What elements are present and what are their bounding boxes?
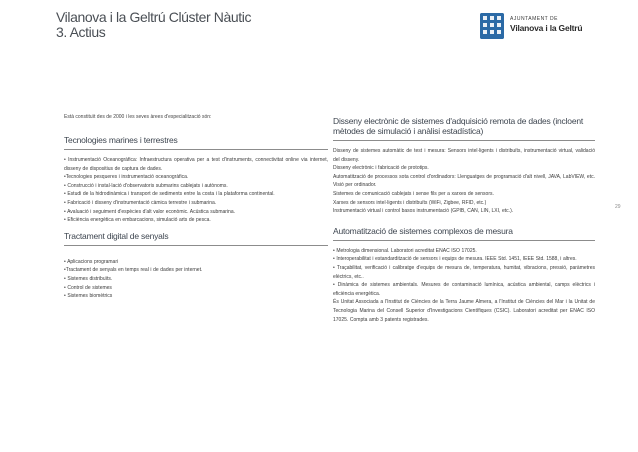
document-title bbox=[56, 10, 251, 40]
paragraph: • Interoperabilitat i estandardització de sensors i equips de mesura. IEEE Std. 1451, IEEE Std. 1588, i altres. bbox=[333, 256, 577, 263]
paragraph: • Avaluació i seguiment d'espècies d'alt valor econòmic. Acústica submarina. bbox=[64, 208, 236, 215]
paragraph: • Sistemes distribuïts. bbox=[64, 275, 113, 282]
section-heading-marine-tech: Tecnologies marines i terrestres bbox=[64, 135, 178, 145]
right-column bbox=[333, 116, 595, 324]
paragraph: • Metrologia dimensional. Laboratori acreditat ENAC ISO 17025. bbox=[333, 247, 477, 254]
left-column bbox=[64, 114, 328, 301]
logo-small-text: AJUNTAMENT DE bbox=[510, 16, 558, 22]
page-number: 29 bbox=[615, 204, 621, 210]
section-divider bbox=[64, 245, 328, 246]
paragraph: Disseny electrònic i fabricació de prototips. bbox=[333, 165, 429, 172]
paragraph: • Fabricació i disseny d'instrumentació càmica terrestre i submarina. bbox=[64, 199, 217, 206]
paragraph: • Dinàmica de sistemes ambientals. Mesures de contaminació lumínica, acústica ambiental, camps elèctrics i eficiència energètica. bbox=[333, 282, 595, 297]
section-divider bbox=[333, 140, 595, 141]
paragraph: Disseny de sistemes automàtic de test i mesura: Sensors intel·ligents i distribuïts, instrumentació virtual, validació del disseny. bbox=[333, 148, 595, 163]
logo-big-text: Vilanova i la Geltrú bbox=[510, 23, 583, 33]
intro-text: Està constituït des de 2000 i les seves àrees d'especialització són: bbox=[64, 114, 212, 120]
title-line-1: Vilanova i la Geltrú Clúster Nàutic bbox=[56, 9, 252, 25]
paragraph: • Aplicacions programari bbox=[64, 258, 119, 265]
paragraph: • Instrumentació Oceanogràfica: Infraestructura operativa per a test d'instruments, connectivitat online via internet, disseny de dispositius de captura de dades. bbox=[64, 157, 328, 172]
paragraph: •Tecnologies pesqueres i instrumentació oceanogràfica. bbox=[64, 174, 189, 181]
title-line-2: 3. Actius bbox=[56, 24, 106, 40]
paragraph: • Estudi de la hidrodinàmica i transport de sediments entre la costa i la plataforma continental. bbox=[64, 191, 275, 198]
section-heading-electronic-design: Disseny electrònic de sistemes d'adquisició remota de dades (incloent mètodes de simulació i anàlisi estadística) bbox=[333, 116, 584, 136]
section-divider bbox=[333, 240, 595, 241]
paragraph: Instrumentació virtual i control basos instrumentació (GPIB, CAN, LIN, LXI, etc.). bbox=[333, 208, 514, 215]
ajuntament-logo bbox=[480, 10, 600, 40]
section-divider bbox=[64, 149, 328, 150]
section-heading-signal-processing: Tractament digital de senyals bbox=[64, 230, 169, 241]
paragraph: • Sistemes biomètrics bbox=[64, 293, 113, 300]
paragraph: • Eficiència energètica en embarcacions, simulació arts de pesca. bbox=[64, 217, 211, 224]
municipal-shield-icon bbox=[480, 13, 504, 39]
paragraph: Xarxes de sensors intel·ligents i distribuïts (WiFi, Zigbee, RFID, etc.) bbox=[333, 199, 487, 206]
paragraph: • Construcció i instal·lació d'observatoris submarins cablejats i autònoms. bbox=[64, 182, 228, 189]
paragraph: Sistemes de comunicació cablejats i sense fils per a xarxes de sensors. bbox=[333, 190, 494, 197]
section-heading-measurement-automation: Automatització de sistemes complexos de mesura bbox=[333, 225, 513, 236]
paragraph: Automatització de processos sota control d'ordinadors: Llenguatges de programació d'alt nivell, JAVA, LabVIEW, etc. Visió per ordinador. bbox=[333, 173, 595, 189]
paragraph: •Tractament de senyals en temps real i de dades per internet. bbox=[64, 267, 203, 274]
paragraph: És Unitat Associada a l'Institut de Ciències de la Terra Jaume Almera, a l'Institut de Ciències del Mar i la Unitat de Tecnologia Marina del Consell Superior d'Investigacions Científiques (CSIC). Laboratori acreditat per ENAC ISO 17025. Compta amb 3 patents registrades. bbox=[333, 299, 595, 323]
paragraph: • Traçabilitat, verificació i calibratge d'equips de mesura de, temperatura, humitat, vibracions, pressió, paràmetres elèctrics, etc.. bbox=[333, 264, 595, 280]
paragraph: • Control de sistemes bbox=[64, 284, 112, 291]
